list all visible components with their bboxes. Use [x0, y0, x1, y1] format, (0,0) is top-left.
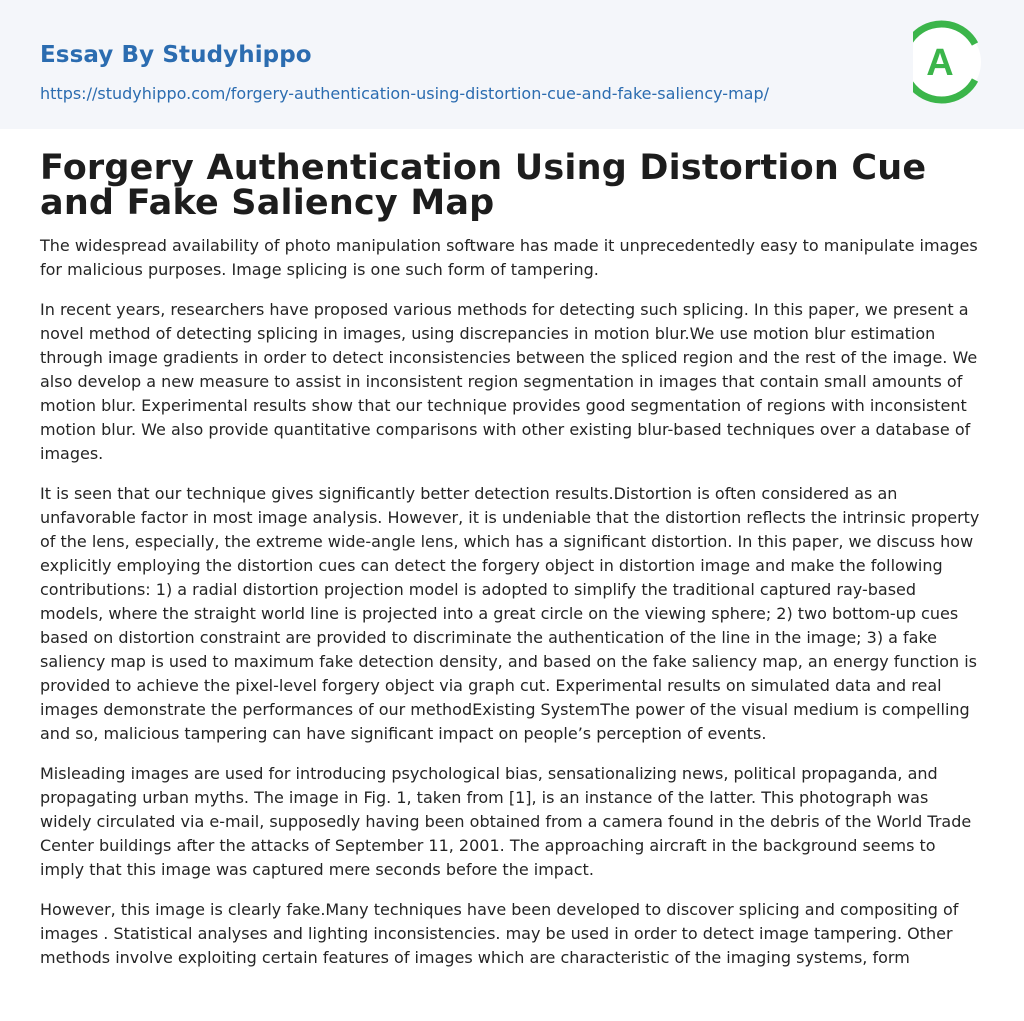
essay-paragraph-2: In recent years, researchers have proposed various methods for detecting such splicing. In this paper, we present a novel method of detecting splicing in images, using discrepancies in motion blur.We use motion blur estimation through image gradients in order to detect inconsistencies between the spliced region and the rest of the image. We also develop a new measure to assist in inconsistent region segmentation in images that contain small amounts of motion blur. Experimental results show that our technique provides good segmentation of regions with inconsistent motion blur. We also provide quantitative comparisons with other existing blur-based techniques over a database of images. — [40, 300, 978, 463]
essay-paragraph-4: Misleading images are used for introducing psychological bias, sensationalizing news, political propaganda, and propagating urban myths. The image in Fig. 1, taken from [1], is an instance of the latter. This photograph was widely circulated via e-mail, supposedly having been obtained from a camera found in the debris of the World Trade Center buildings after the attacks of September 11, 2001. The approaching aircraft in the background seems to imply that this image was captured mere seconds before the impact. — [40, 764, 972, 879]
site-header — [0, 0, 1024, 129]
essay-article — [0, 148, 1024, 970]
essay-title: Forgery Authentication Using Distortion Cue and Fake Saliency Map — [40, 148, 927, 223]
studyhippo-logo-icon[interactable] — [913, 19, 986, 106]
site-brand[interactable]: Essay By Studyhippo — [40, 42, 312, 68]
source-url-link[interactable]: https://studyhippo.com/forgery-authentication-using-distortion-cue-and-fake-saliency-map/ — [40, 84, 770, 103]
essay-paragraph-3: It is seen that our technique gives significantly better detection results.Distortion is often considered as an unfavorable factor in most image analysis. However, it is undeniable that the distortion reflects the intrinsic property of the lens, especially, the extreme wide-angle lens, which has a significant distortion. In this paper, we discuss how explicitly employing the distortion cues can detect the forgery object in distortion image and make the following contributions: 1) a radial distortion projection model is adopted to simplify the traditional captured ray-based models, where the straight world line is projected into a great circle on the viewing sphere; 2) two bottom-up cues based on distortion constraint are provided to discriminate the authentication of the line in the image; 3) a fake saliency map is used to maximum fake detection density, and based on the fake saliency map, an energy function is provided to achieve the pixel-level forgery object via graph cut. Experimental results on simulated data and real images demonstrate the performances of our methodExisting SystemThe power of the visual medium is compelling and so, malicious tampering can have significant impact on people’s perception of events. — [40, 484, 980, 743]
essay-paragraph-5: However, this image is clearly fake.Many techniques have been developed to discover splicing and compositing of images . Statistical analyses and lighting inconsistencies. may be used in order to detect image tampering. Other methods involve exploiting certain features of images which are characteristic of the imaging systems, form — [40, 900, 959, 967]
svg-text:A: A — [926, 42, 954, 84]
essay-paragraph-1: The widespread availability of photo manipulation software has made it unprecedentedly easy to manipulate images for malicious purposes. Image splicing is one such form of tampering. — [40, 236, 978, 279]
